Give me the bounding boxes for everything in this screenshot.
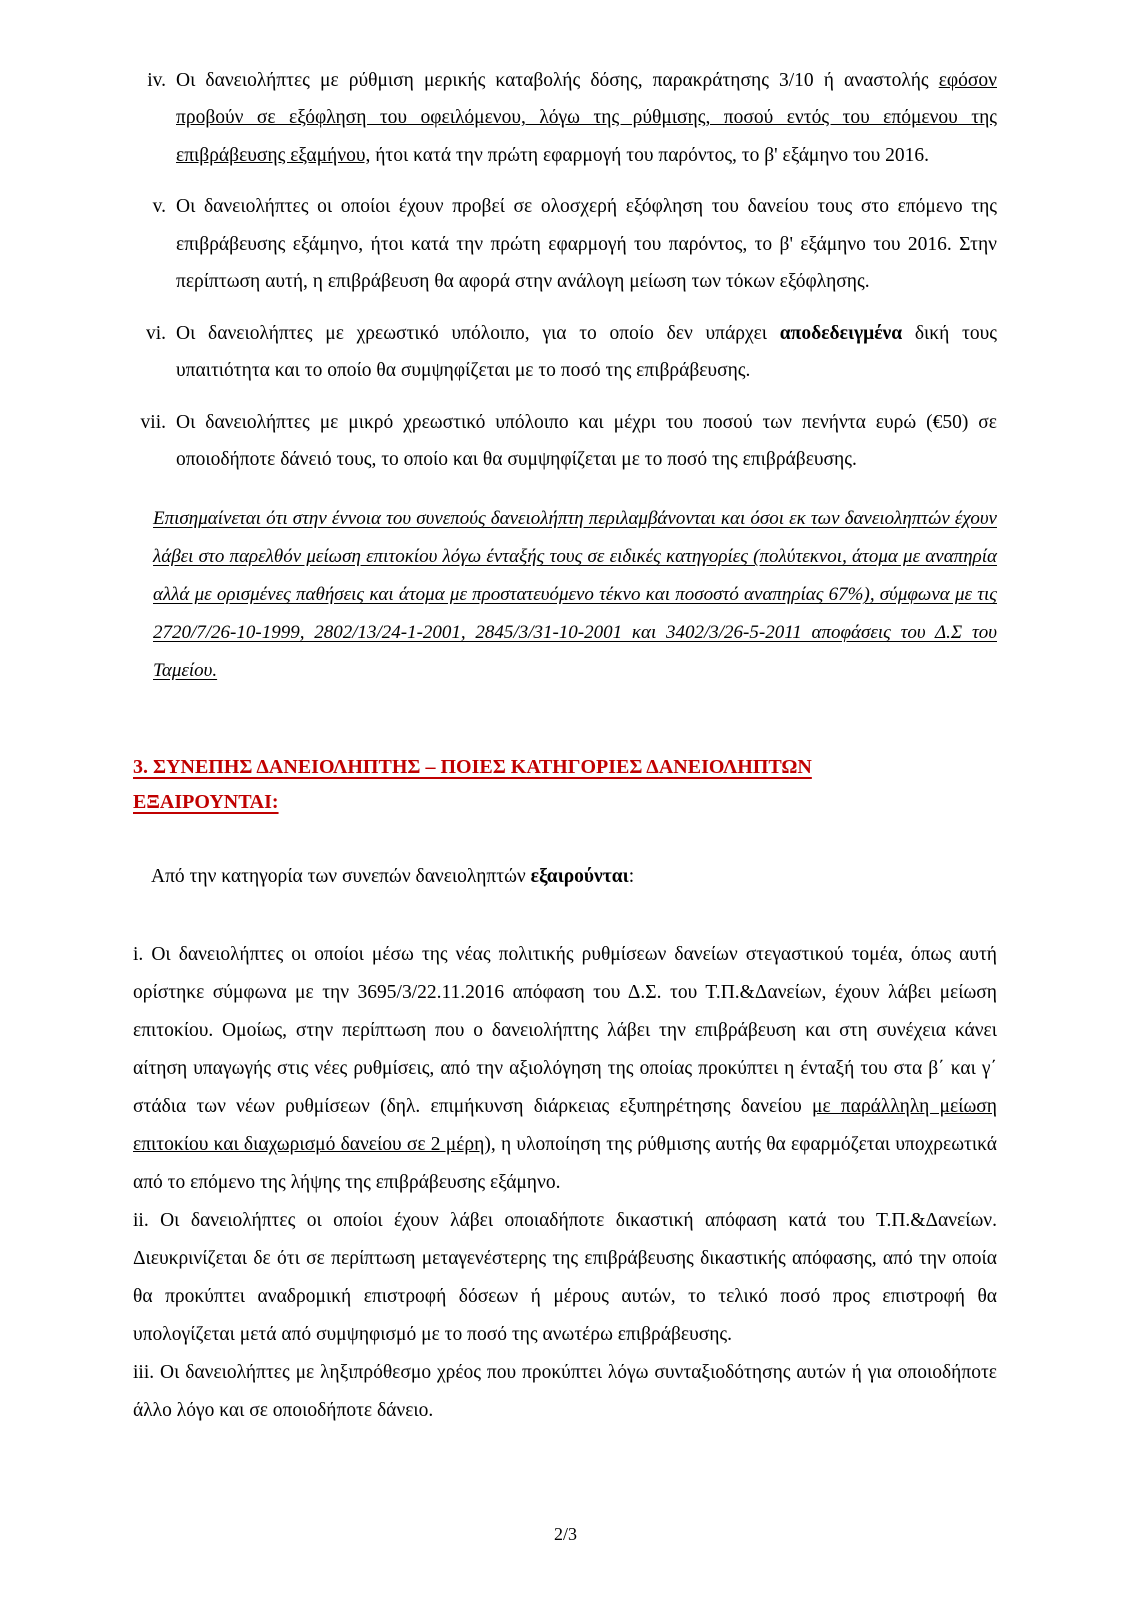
section-heading-line1: 3. ΣΥΝΕΠΗΣ ΔΑΝΕΙΟΛΗΠΤΗΣ – ΠΟΙΕΣ ΚΑΤΗΓΟΡΙΕΣ ΔΑΝΕΙΟΛΗΠΤΩΝ <box>133 756 812 779</box>
text-run-underlined: εφόσον προβούν σε εξόφληση του οφειλόμενου, λόγω της ρύθμισης, ποσού εντός του επόμενου της επιβράβευσης εξαμήνου, <box>176 70 997 166</box>
list-item <box>133 315 997 390</box>
intro-lead: Από την κατηγορία των συνεπών δανειοληπτών <box>151 866 531 888</box>
text-run: iii. Οι δανειολήπτες με ληξιπρόθεσμο χρέος που προκύπτει λόγω συνταξιοδότησης αυτών ή για οποιοδήποτε άλλο λόγο και σε οποιοδήποτε δάνειο. <box>133 1361 997 1421</box>
text-run: Οι δανειολήπτες με μικρό χρεωστικό υπόλοιπο και μέχρι του ποσού των πενήντα ευρώ (€50) σε οποιοδήποτε δάνειό τους, το οποίο και θα συμψηφίζεται με το ποσό της επιβράβευσης. <box>176 411 997 470</box>
list-item <box>133 404 997 479</box>
excluded-paragraph-iii <box>133 1354 997 1430</box>
italic-note-paragraph: Επισημαίνεται ότι στην έννοια του συνεπούς δανειολήπτη περιλαμβάνονται και όσοι εκ των δανειοληπτών έχουν λάβει στο παρελθόν μείωση επιτοκίου λόγω ένταξής τους σε ειδικές κατηγορίες (πολύτεκνοι, άτομα με αναπηρία αλλά με ορισμένες παθήσεις και άτομα με προστατευόμενο τέκνο και ποσοστό αναπηρίας 67%), σύμφωνα με τις 2720/7/26-10-1999, 2802/13/24-1-2001, 2845/3/31-10-2001 και 3402/3/26-5-2011 αποφάσεις του Δ.Σ του Ταμείου. <box>153 508 997 682</box>
text-run: Οι δανειολήπτες με ρύθμιση μερικής καταβολής δόσης, παρακράτησης 3/10 ή αναστολής <box>176 70 939 91</box>
text-run: Οι δανειολήπτες με χρεωστικό υπόλοιπο, για το οποίο δεν υπάρχει <box>176 322 780 344</box>
text-run-bold: αποδεδειγμένα <box>779 322 903 344</box>
text-run: ήτοι κατά την πρώτη εφαρμογή του παρόντος, το β' εξάμηνο του 2016. <box>370 144 930 166</box>
list-marker: vi. <box>145 322 166 344</box>
intro-tail: : <box>628 866 635 888</box>
list-marker: vii. <box>140 411 166 433</box>
text-run: ii. Οι δανειολήπτες οι οποίοι έχουν λάβει οποιαδήποτε δικαστική απόφαση κατά του Τ.Π.&Δανείων. Διευκρινίζεται δε ότι σε περίπτωση μεταγενέστερης της επιβράβευσης δικαστικής απόφασης, από την οποία θα προκύπτει αναδρομική επιστροφή δόσεων ή μέρους αυτών, το τελικό ποσό προς επιστροφή θα υπολογίζεται μετά από συμψηφισμό με το ποσό της ανωτέρω επιβράβευσης. <box>133 1209 997 1345</box>
list-marker: iv. <box>147 70 166 91</box>
list-item <box>133 188 997 300</box>
excluded-paragraph-ii <box>133 1202 997 1354</box>
list-item-text <box>176 315 997 390</box>
text-run: Οι δανειολήπτες οι οποίοι έχουν προβεί σε ολοσχερή εξόφληση του δανείου τους στο επόμενο της επιβράβευσης εξάμηνο, ήτοι κατά την πρώτη εφαρμογή του παρόντος, το β' εξάμηνο του 2016. Στην περίπτωση αυτή, η επιβράβευση θα αφορά στην ανάλογη μείωση των τόκων εξόφλησης. <box>176 196 997 293</box>
text-run-underlined: με παράλληλη μείωση επιτοκίου και διαχωρισμό δανείου σε 2 μέρη <box>133 1095 997 1155</box>
list-item <box>133 62 997 174</box>
text-run: i. Οι δανειολήπτες οι οποίοι μέσω της νέας πολιτικής ρυθμίσεων δανείων στεγαστικού τομέα, όπως αυτή ορίστηκε σύμφωνα με την 3695/3/22.11.2016 απόφαση του Δ.Σ. του Τ.Π.&Δανείων, έχουν λάβει μείωση επιτοκίου. Ομοίως, στην περίπτωση που ο δανειολήπτης λάβει την επιβράβευση και στη συνέχεια κάνει αίτηση υπαγωγής στις νέες ρυθμίσεις, από την αξιολόγηση της οποίας προκύπτει η ένταξή του στα β΄ και γ΄ στάδια των νέων ρυθμίσεων (δηλ. επιμήκυνση διάρκειας εξυπηρέτησης δανείου <box>133 943 997 1117</box>
text-run: δική τους υπαιτιότητα και το οποίο θα συμψηφίζεται με το ποσό της επιβράβευσης. <box>176 322 998 382</box>
list-item-text <box>176 62 997 174</box>
roman-numeral-list <box>133 62 997 478</box>
intro-emphasis: εξαιρούνται <box>530 866 629 888</box>
excluded-paragraph-i <box>133 936 997 1202</box>
list-item-text <box>176 404 997 479</box>
page-content <box>133 62 997 1430</box>
section-heading <box>133 750 997 820</box>
excluded-categories-block <box>133 936 997 1430</box>
list-marker: v. <box>152 196 166 218</box>
intro-paragraph <box>133 858 997 895</box>
footer-page-number: 2/3 <box>553 1524 577 1544</box>
section-heading-line2: ΕΞΑΙΡΟΥΝΤΑΙ: <box>133 791 279 814</box>
list-item-text <box>176 188 997 300</box>
text-run: ), η υλοποίηση της ρύθμισης αυτής θα εφαρμόζεται υποχρεωτικά από το επόμενο της λήψης της επιβράβευσης εξάμηνο. <box>133 1133 998 1193</box>
